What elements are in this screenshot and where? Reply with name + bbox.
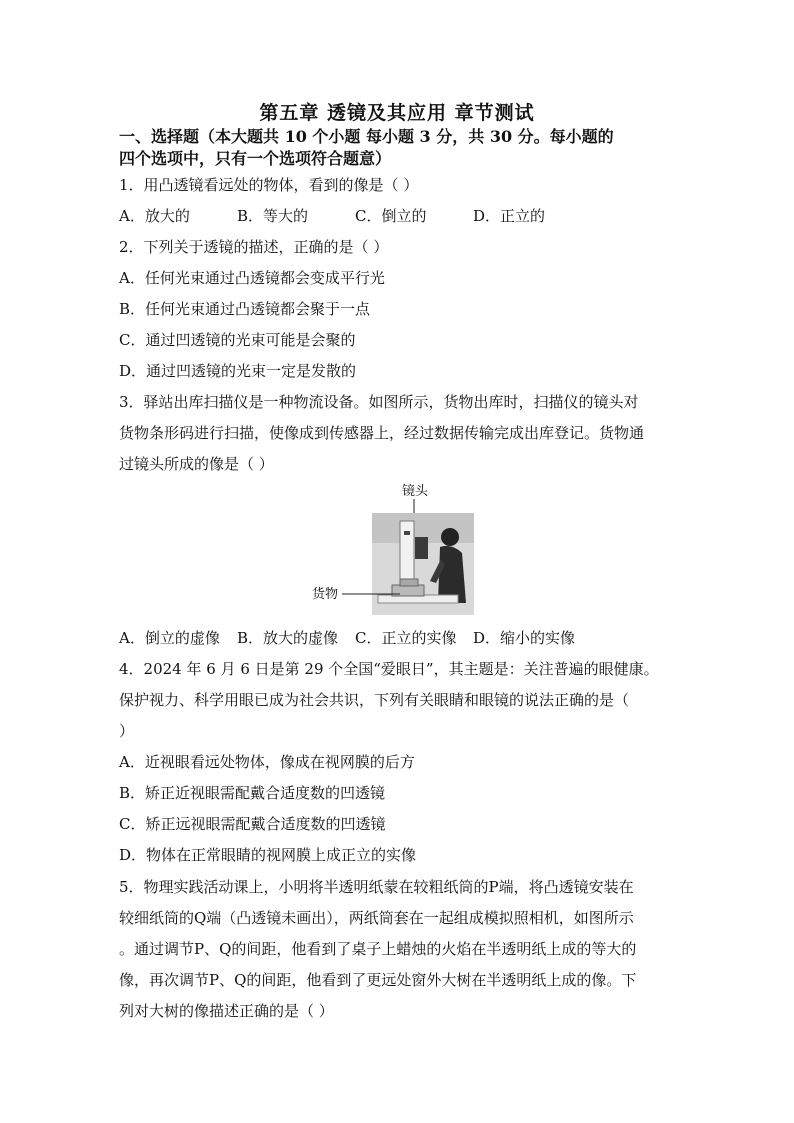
q2-stem: 2．下列关于透镜的描述，正确的是（ ） — [119, 238, 389, 256]
q4-stem-line-1: 4．2024 年 6 月 6 日是第 29 个全国“爱眼日”，其主题是：关注普遍的眼健康。 — [119, 660, 659, 678]
q4-option-a: A．近视眼看远处物体，像成在视网膜的后方 — [119, 753, 415, 771]
q4-option-b: B．矫正近视眼需配戴合适度数的凹透镜 — [119, 784, 386, 802]
q1-option-d: D．正立的 — [473, 207, 546, 225]
goods-label: 货物 — [312, 587, 339, 602]
q4-option-d: D．物体在正常眼睛的视网膜上成正立的实像 — [119, 846, 417, 864]
q4-option-c: C．矫正远视眼需配戴合适度数的凹透镜 — [119, 815, 386, 833]
q3-stem-line-2: 货物条形码进行扫描，使像成到传感器上，经过数据传输完成出库登记。货物通 — [119, 424, 645, 442]
section-heading-line-1: 一、选择题（本大题共 10 个小题 每小题 3 分，共 30 分。每小题的 — [119, 127, 614, 146]
q3-option-b: B．放大的虚像 — [237, 629, 339, 647]
q3-stem-line-1: 3．驿站出库扫描仪是一种物流设备。如图所示，货物出库时，扫描仪的镜头对 — [119, 393, 639, 411]
q5-stem-line-2: 较细纸筒的Q端（凸透镜未画出），两纸筒套在一起组成模拟照相机，如图所示 — [119, 909, 634, 927]
scanner-figure — [312, 477, 482, 617]
q1-stem: 1．用凸透镜看远处的物体，看到的像是（ ） — [119, 176, 419, 194]
q5-stem-line-4: 像，再次调节P、Q的间距，他看到了更远处窗外大树在半透明纸上成的像。下 — [119, 971, 637, 989]
q2-option-d: D．通过凹透镜的光束一定是发散的 — [119, 362, 357, 380]
q1-options — [119, 205, 545, 226]
q3-option-c: C．正立的实像 — [355, 629, 457, 647]
q3-option-a: A．倒立的虚像 — [119, 629, 220, 647]
q4-stem-line-3: ） — [119, 722, 135, 740]
q2-option-b: B．任何光束通过凸透镜都会聚于一点 — [119, 300, 371, 318]
q5-stem-line-1: 5．物理实践活动课上，小明将半透明纸蒙在较粗纸筒的P端，将凸透镜安装在 — [119, 878, 634, 896]
q1-option-c: C．倒立的 — [355, 207, 427, 225]
q5-stem-line-3: 。通过调节P、Q的间距，他看到了桌子上蜡烛的火焰在半透明纸上成的等大的 — [119, 940, 637, 958]
q3-stem-line-3: 过镜头所成的像是（ ） — [119, 455, 274, 473]
q2-option-c: C．通过凹透镜的光束可能是会聚的 — [119, 331, 356, 349]
q1-option-b: B．等大的 — [237, 207, 309, 225]
section-heading-line-2: 四个选项中，只有一个选项符合题意） — [119, 149, 392, 168]
q3-options — [119, 627, 575, 648]
q2-option-a: A．任何光束通过凸透镜都会变成平行光 — [119, 269, 385, 287]
page-title: 第五章 透镜及其应用 章节测试 — [259, 102, 535, 124]
q5-stem-line-5: 列对大树的像描述正确的是（ ） — [119, 1002, 334, 1020]
lens-label: 镜头 — [402, 484, 429, 499]
q1-option-a: A．放大的 — [119, 207, 190, 225]
q4-stem-line-2: 保护视力、科学用眼已成为社会共识，下列有关眼睛和眼镜的说法正确的是（ — [119, 691, 630, 709]
q3-option-d: D．缩小的实像 — [473, 629, 576, 647]
